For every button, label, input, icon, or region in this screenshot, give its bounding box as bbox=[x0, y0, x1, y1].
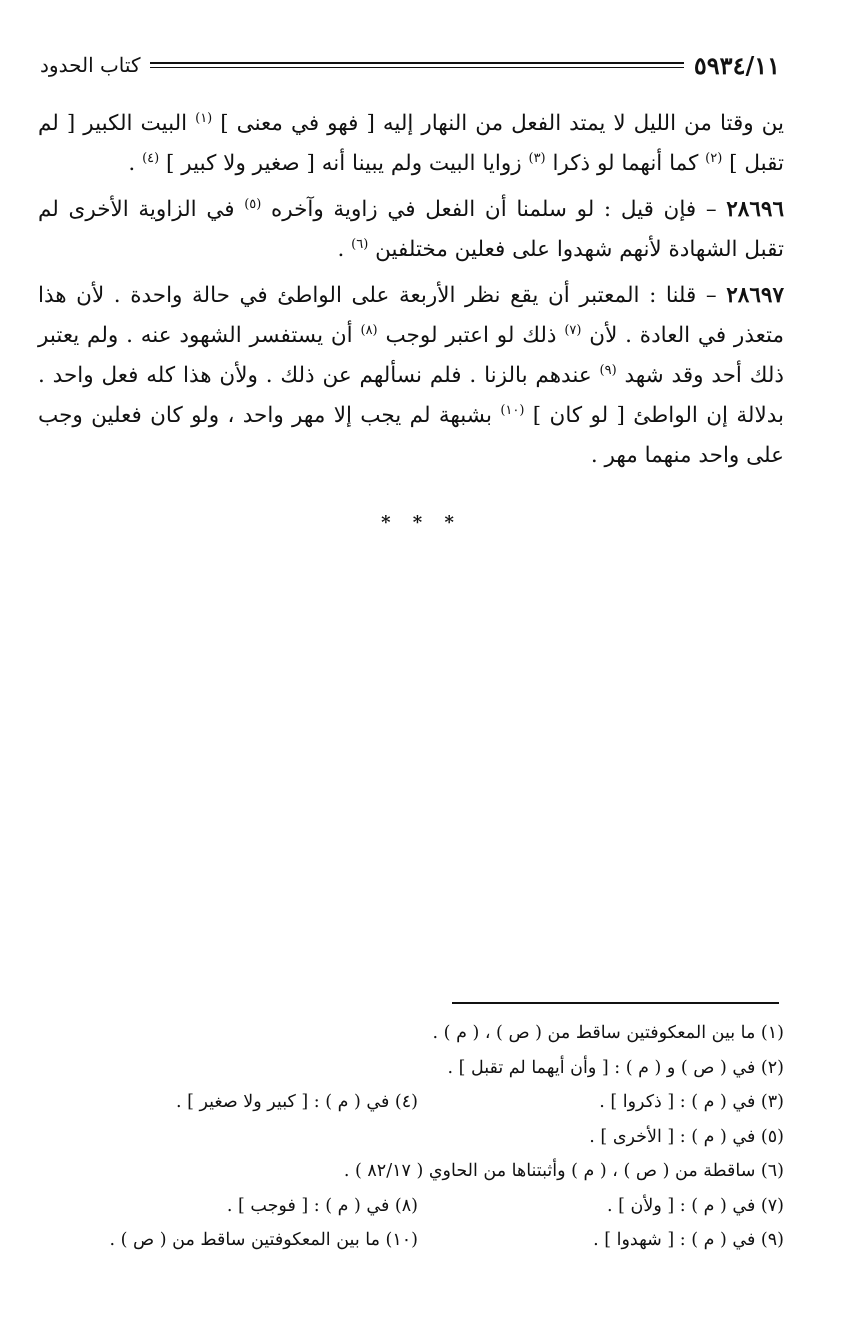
header-rule-bottom bbox=[150, 67, 683, 69]
footnotes bbox=[60, 1016, 784, 1258]
paragraph-text: في الزاوية الأخرى لم تقبل الشهادة لأنهم شهدوا على فعلين مختلفين bbox=[38, 197, 784, 262]
main-text bbox=[38, 104, 784, 482]
footnote-8: (٨) في ( م ) : [ فوجب ] . bbox=[226, 1195, 418, 1216]
paragraph-text: بشبهة لم يجب إلا مهر واحد ، ولو كان فعلين وجب على واحد منهما مهر . bbox=[38, 403, 784, 468]
footnote-divider bbox=[452, 1002, 779, 1004]
footnote-row bbox=[60, 1120, 784, 1155]
footnote-3: (٣) في ( م ) : [ ذكروا ] . bbox=[599, 1092, 784, 1112]
paragraph-number: ٢٨٦٩٧ bbox=[726, 283, 784, 308]
paragraph-text: كما أنهما لو ذكرا bbox=[545, 151, 706, 176]
paragraph-text: عندهم بالزنا . فلم نسألهم عن ذلك . ولأن هذا كله فعل واحد . بدلالة إن الواطئ [ لو كان ] bbox=[38, 363, 784, 428]
paragraph-28696 bbox=[38, 190, 784, 270]
footnote-9: (٩) في ( م ) : [ شهدوا ] . bbox=[593, 1230, 784, 1250]
footnote-10: (١٠) ما بين المعكوفتين ساقط من ( ص ) . bbox=[109, 1230, 418, 1250]
paragraph-continuation bbox=[38, 104, 784, 184]
paragraph-text: . bbox=[128, 151, 143, 176]
footnote-row bbox=[60, 1085, 784, 1120]
footnote-2: (٢) في ( ص ) و ( م ) : [ وأن أيهما لم تقبل ] . bbox=[447, 1057, 784, 1078]
paragraph-text: ذلك لو اعتبر لوجب bbox=[377, 323, 565, 348]
paragraph-number: ٢٨٦٩٦ bbox=[726, 197, 784, 222]
footnote-ref: (٦) bbox=[351, 236, 369, 252]
footnote-ref: (١) bbox=[195, 110, 213, 126]
page-header bbox=[40, 48, 780, 82]
footnote-ref: (٨) bbox=[360, 322, 378, 338]
footnote-ref: (٣) bbox=[528, 150, 546, 166]
footnote-row bbox=[60, 1223, 784, 1258]
paragraph-text: ين وقتا من الليل لا يمتد الفعل من النهار إليه [ فهو في معنى ] bbox=[212, 111, 784, 136]
book-title: كتاب الحدود bbox=[40, 53, 141, 77]
footnote-row bbox=[60, 1189, 784, 1224]
paragraph-text: زوايا البيت ولم يبينا أنه [ صغير ولا كبير ] bbox=[159, 151, 529, 176]
paragraph-text: البيت الكبير [ لم تقبل ] bbox=[38, 111, 784, 176]
paragraph-text: أن يستفسر الشهود عنه . ولم يعتبر ذلك أحد وقد شهد bbox=[38, 323, 784, 388]
section-separator: * * * bbox=[381, 512, 462, 533]
footnote-ref: (٥) bbox=[244, 196, 262, 212]
paragraph-text: – قلنا : المعتبر أن يقع نظر الأربعة على الواطئ في حالة واحدة . لأن هذا متعذر في العادة . لأن bbox=[38, 283, 784, 348]
header-double-rule bbox=[150, 62, 683, 68]
page-number: ٥٩٣٤/١١ bbox=[693, 50, 780, 80]
paragraph-text: . bbox=[337, 237, 352, 262]
footnote-1: (١) ما بين المعكوفتين ساقط من ( ص ) ، ( م ) . bbox=[432, 1023, 784, 1043]
footnote-ref: (٧) bbox=[564, 322, 582, 338]
footnote-ref: (٩) bbox=[599, 362, 617, 378]
footnote-4: (٤) في ( م ) : [ كبير ولا صغير ] . bbox=[175, 1092, 418, 1112]
paragraph-28697 bbox=[38, 276, 784, 476]
footnote-ref: (١٠) bbox=[500, 402, 525, 418]
footnote-row bbox=[60, 1016, 784, 1051]
footnote-5: (٥) في ( م ) : [ الأخرى ] . bbox=[589, 1126, 784, 1147]
footnote-row bbox=[60, 1051, 784, 1086]
footnote-ref: (٤) bbox=[142, 150, 160, 166]
header-rule-top bbox=[150, 62, 683, 64]
paragraph-text: – فإن قيل : لو سلمنا أن الفعل في زاوية وآخره bbox=[261, 197, 727, 222]
footnote-6: (٦) ساقطة من ( ص ) ، ( م ) وأثبتناها من الحاوي ( ٨٢/١٧ ) . bbox=[343, 1161, 784, 1181]
footnote-row bbox=[60, 1154, 784, 1189]
footnote-7: (٧) في ( م ) : [ ولأن ] . bbox=[607, 1195, 784, 1216]
footnote-ref: (٢) bbox=[705, 150, 723, 166]
